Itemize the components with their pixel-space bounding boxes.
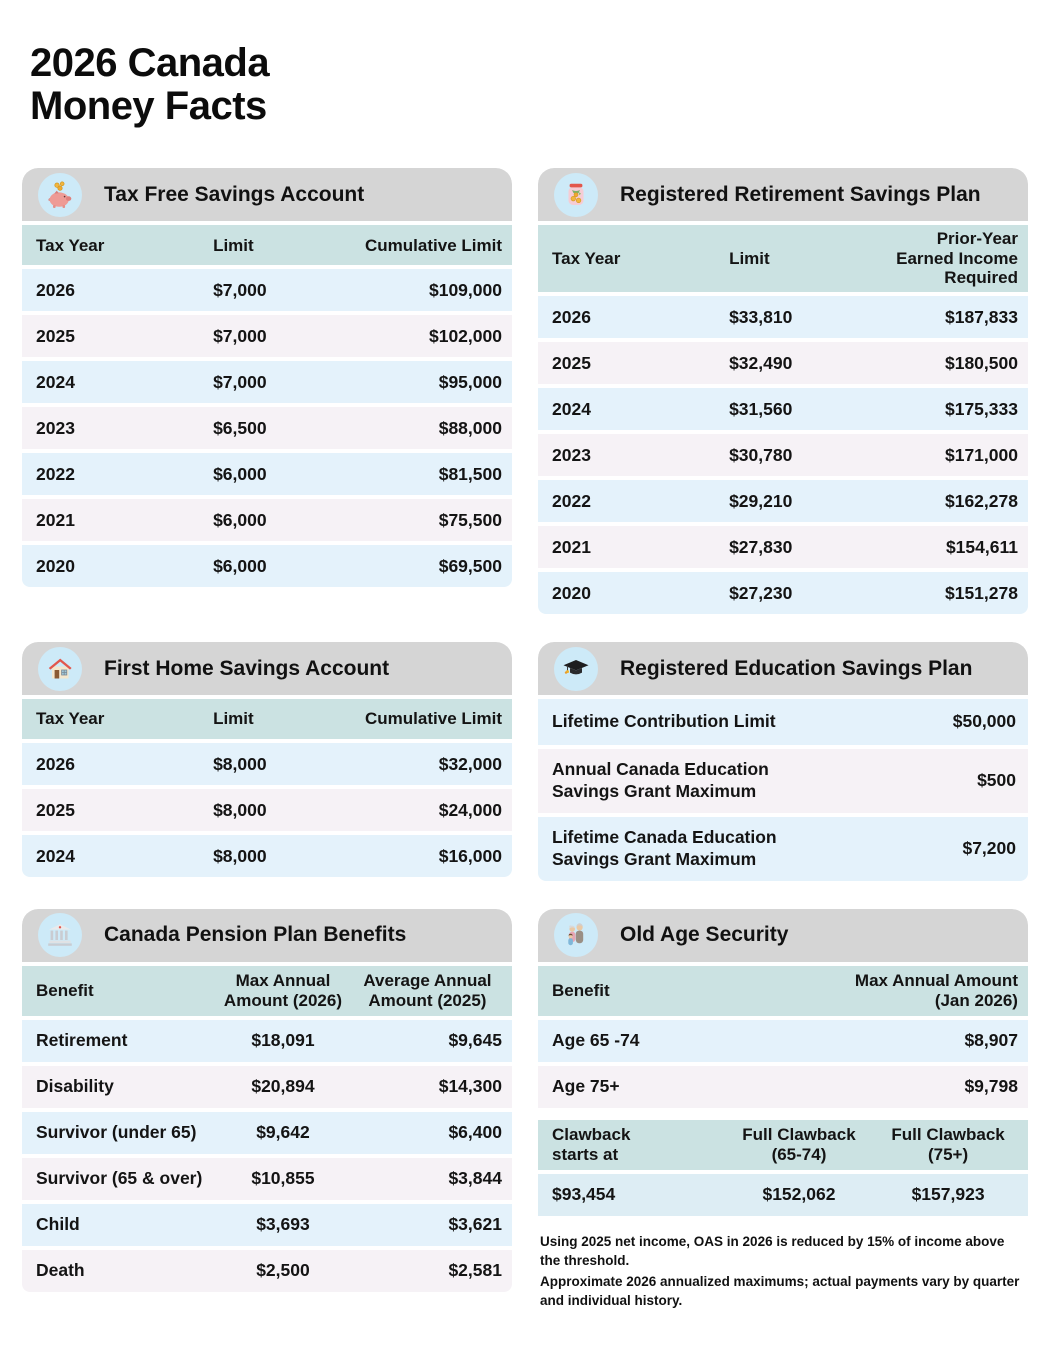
cell-limit: $27,830 [729, 536, 793, 557]
panel-cpp [22, 909, 512, 1292]
table-row [22, 269, 512, 311]
cell-limit: $6,000 [213, 510, 267, 531]
cell-cumulative: $109,000 [428, 280, 502, 301]
cell-income: $175,333 [944, 398, 1018, 419]
footnote-line: Approximate 2026 annualized maximums; actual payments vary by quarter and individual history. [540, 1273, 1020, 1308]
table-row [22, 1204, 512, 1246]
cell-limit: $27,230 [729, 582, 793, 603]
cell-max-annual: $18,091 [251, 1030, 315, 1051]
cell-cumulative: $75,500 [438, 510, 502, 531]
column-header: Max Annual Amount (Jan 2026) [854, 970, 1018, 1010]
cell-limit: $6,000 [213, 464, 267, 485]
panel-oas-title: Old Age Security [620, 923, 789, 947]
cell-cumulative: $24,000 [438, 799, 502, 820]
benefit-value: $500 [977, 769, 1016, 790]
cell-benefit: Disability [36, 1076, 114, 1097]
cell-limit: $8,000 [213, 845, 267, 866]
benefit-value: $50,000 [952, 711, 1016, 732]
cell-full-clawback-65-74: $152,062 [762, 1184, 836, 1205]
table-row [22, 453, 512, 495]
cell-income: $151,278 [944, 582, 1018, 603]
cell-year: 2024 [552, 398, 591, 419]
panel-tfsa-header [22, 168, 512, 221]
cell-year: 2021 [36, 510, 75, 531]
table-row [22, 1020, 512, 1062]
cell-avg-annual: $3,844 [448, 1168, 502, 1189]
cell-cumulative: $32,000 [438, 753, 502, 774]
table-row [22, 1250, 512, 1292]
panel-tfsa-title: Tax Free Savings Account [104, 182, 365, 206]
cell-benefit: Death [36, 1260, 85, 1281]
panel-grid [22, 168, 1028, 1318]
cell-year: 2020 [36, 556, 75, 577]
column-header: Cumulative Limit [365, 235, 502, 255]
cell-cumulative: $102,000 [428, 326, 502, 347]
oas-clawback-headers [538, 1120, 1028, 1170]
cell-income: $154,611 [945, 536, 1018, 557]
benefit-label: Lifetime Canada Education Savings Grant Maximum [552, 826, 777, 869]
panel-cpp-header [22, 909, 512, 962]
cell-limit: $31,560 [729, 398, 793, 419]
cell-limit: $32,490 [729, 352, 793, 373]
cell-year: 2025 [36, 326, 75, 347]
cell-avg-annual: $2,581 [448, 1260, 502, 1281]
table-row [22, 1158, 512, 1200]
cell-limit: $7,000 [213, 372, 267, 393]
column-header: Limit [213, 235, 254, 255]
column-header: Max Annual Amount (2026) [223, 970, 342, 1010]
bank-building-icon [38, 913, 82, 957]
cell-cumulative: $88,000 [438, 418, 502, 439]
oas-column-headers [538, 966, 1028, 1016]
cell-limit: $8,000 [213, 753, 267, 774]
table-row [22, 315, 512, 357]
cpp-column-headers [22, 966, 512, 1016]
table-row [22, 1066, 512, 1108]
cell-benefit: Survivor (65 & over) [36, 1168, 203, 1189]
footnote-line: Using 2025 net income, OAS in 2026 is reduced by 15% of income above the threshold. [540, 1233, 1005, 1268]
panel-fhsa-title: First Home Savings Account [104, 656, 390, 680]
cell-year: 2025 [36, 799, 75, 820]
benefit-label: Lifetime Contribution Limit [552, 711, 776, 732]
oas-footnotes [538, 1220, 1028, 1319]
cell-year: 2021 [552, 536, 591, 557]
table-row [22, 789, 512, 831]
column-header: Limit [729, 248, 770, 268]
cell-year: 2025 [552, 352, 591, 373]
list-item [538, 817, 1028, 881]
list-item [538, 699, 1028, 745]
cell-limit: $7,000 [213, 280, 267, 301]
column-header: Benefit [552, 980, 610, 1000]
cell-year: 2020 [552, 582, 591, 603]
elderly-couple-icon [554, 913, 598, 957]
cell-cumulative: $95,000 [438, 372, 502, 393]
cell-benefit: Age 65 -74 [552, 1030, 640, 1051]
cell-year: 2024 [36, 845, 75, 866]
cell-avg-annual: $3,621 [448, 1214, 502, 1235]
cell-limit: $6,500 [213, 418, 267, 439]
panel-oas [538, 909, 1028, 1319]
cell-avg-annual: $9,645 [448, 1030, 502, 1051]
panel-resp [538, 642, 1028, 881]
cell-limit: $33,810 [729, 306, 793, 327]
table-row [538, 434, 1028, 476]
panel-fhsa-header [22, 642, 512, 695]
cell-clawback-start: $93,454 [552, 1184, 616, 1205]
page-title: 2026 Canada Money Facts [30, 41, 270, 129]
cell-benefit: Age 75+ [552, 1076, 620, 1097]
cell-year: 2022 [36, 464, 75, 485]
cell-year: 2026 [36, 753, 75, 774]
table-row [22, 361, 512, 403]
cell-full-clawback-75plus: $157,923 [911, 1184, 985, 1205]
column-header: Cumulative Limit [365, 709, 502, 729]
panel-oas-header [538, 909, 1028, 962]
cell-max-annual: $8,907 [964, 1030, 1018, 1051]
cell-max-annual: $3,693 [256, 1214, 310, 1235]
rrsp-column-headers [538, 225, 1028, 292]
panel-rrsp-header [538, 168, 1028, 221]
cell-limit: $8,000 [213, 799, 267, 820]
benefit-label: Annual Canada Education Savings Grant Maximum [552, 759, 769, 801]
cell-max-annual: $10,855 [251, 1168, 315, 1189]
house-icon [38, 647, 82, 691]
cell-cumulative: $69,500 [438, 556, 502, 577]
column-header: Benefit [36, 980, 94, 1000]
cell-limit: $29,210 [729, 490, 793, 511]
cell-limit: $7,000 [213, 326, 267, 347]
table-row [22, 499, 512, 541]
table-row [538, 1174, 1028, 1216]
column-header: Prior-Year Earned Income Required [896, 229, 1018, 288]
tfsa-column-headers [22, 225, 512, 265]
fhsa-column-headers [22, 699, 512, 739]
cell-year: 2026 [36, 280, 75, 301]
cell-income: $162,278 [944, 490, 1018, 511]
cell-year: 2022 [552, 490, 591, 511]
table-row [538, 1020, 1028, 1062]
cell-income: $171,000 [944, 444, 1018, 465]
cell-cumulative: $81,500 [438, 464, 502, 485]
column-header: Tax Year [552, 248, 621, 268]
table-row [538, 526, 1028, 568]
piggy-bank-icon [38, 173, 82, 217]
panel-resp-title: Registered Education Savings Plan [620, 656, 973, 680]
column-header: Tax Year [36, 235, 105, 255]
cell-limit: $30,780 [729, 444, 793, 465]
divider [538, 1112, 1028, 1120]
table-row [22, 835, 512, 877]
cell-benefit: Child [36, 1214, 80, 1235]
table-row [538, 572, 1028, 614]
panel-rrsp [538, 168, 1028, 614]
cell-limit: $6,000 [213, 556, 267, 577]
table-row [22, 743, 512, 785]
cell-benefit: Survivor (under 65) [36, 1122, 197, 1143]
cell-year: 2023 [552, 444, 591, 465]
column-header: Full Clawback (75+) [891, 1124, 1005, 1164]
table-row [538, 296, 1028, 338]
table-row [22, 545, 512, 587]
cell-year: 2026 [552, 306, 591, 327]
column-header: Average Annual Amount (2025) [363, 970, 492, 1010]
table-row [538, 388, 1028, 430]
table-row [538, 1066, 1028, 1108]
cell-cumulative: $16,000 [438, 845, 502, 866]
panel-cpp-title: Canada Pension Plan Benefits [104, 923, 407, 947]
column-header: Tax Year [36, 709, 105, 729]
table-row [22, 407, 512, 449]
column-header: Limit [213, 709, 254, 729]
panel-fhsa [22, 642, 512, 877]
cell-benefit: Retirement [36, 1030, 128, 1051]
savings-jar-icon [554, 173, 598, 217]
cell-max-annual: $2,500 [256, 1260, 310, 1281]
list-item [538, 749, 1028, 813]
column-header: Full Clawback (65-74) [742, 1124, 856, 1164]
cell-max-annual: $9,642 [256, 1122, 310, 1143]
panel-resp-header [538, 642, 1028, 695]
cell-year: 2024 [36, 372, 75, 393]
cell-max-annual: $20,894 [251, 1076, 315, 1097]
table-row [538, 480, 1028, 522]
graduation-cap-icon [554, 647, 598, 691]
panel-rrsp-title: Registered Retirement Savings Plan [620, 182, 981, 206]
table-row [22, 1112, 512, 1154]
cell-income: $187,833 [944, 306, 1018, 327]
benefit-value: $7,200 [962, 837, 1016, 858]
cell-avg-annual: $6,400 [448, 1122, 502, 1143]
cell-income: $180,500 [944, 352, 1018, 373]
cell-max-annual: $9,798 [964, 1076, 1018, 1097]
cell-year: 2023 [36, 418, 75, 439]
cell-avg-annual: $14,300 [438, 1076, 502, 1097]
panel-tfsa [22, 168, 512, 587]
column-header: Clawback starts at [552, 1124, 631, 1164]
table-row [538, 342, 1028, 384]
